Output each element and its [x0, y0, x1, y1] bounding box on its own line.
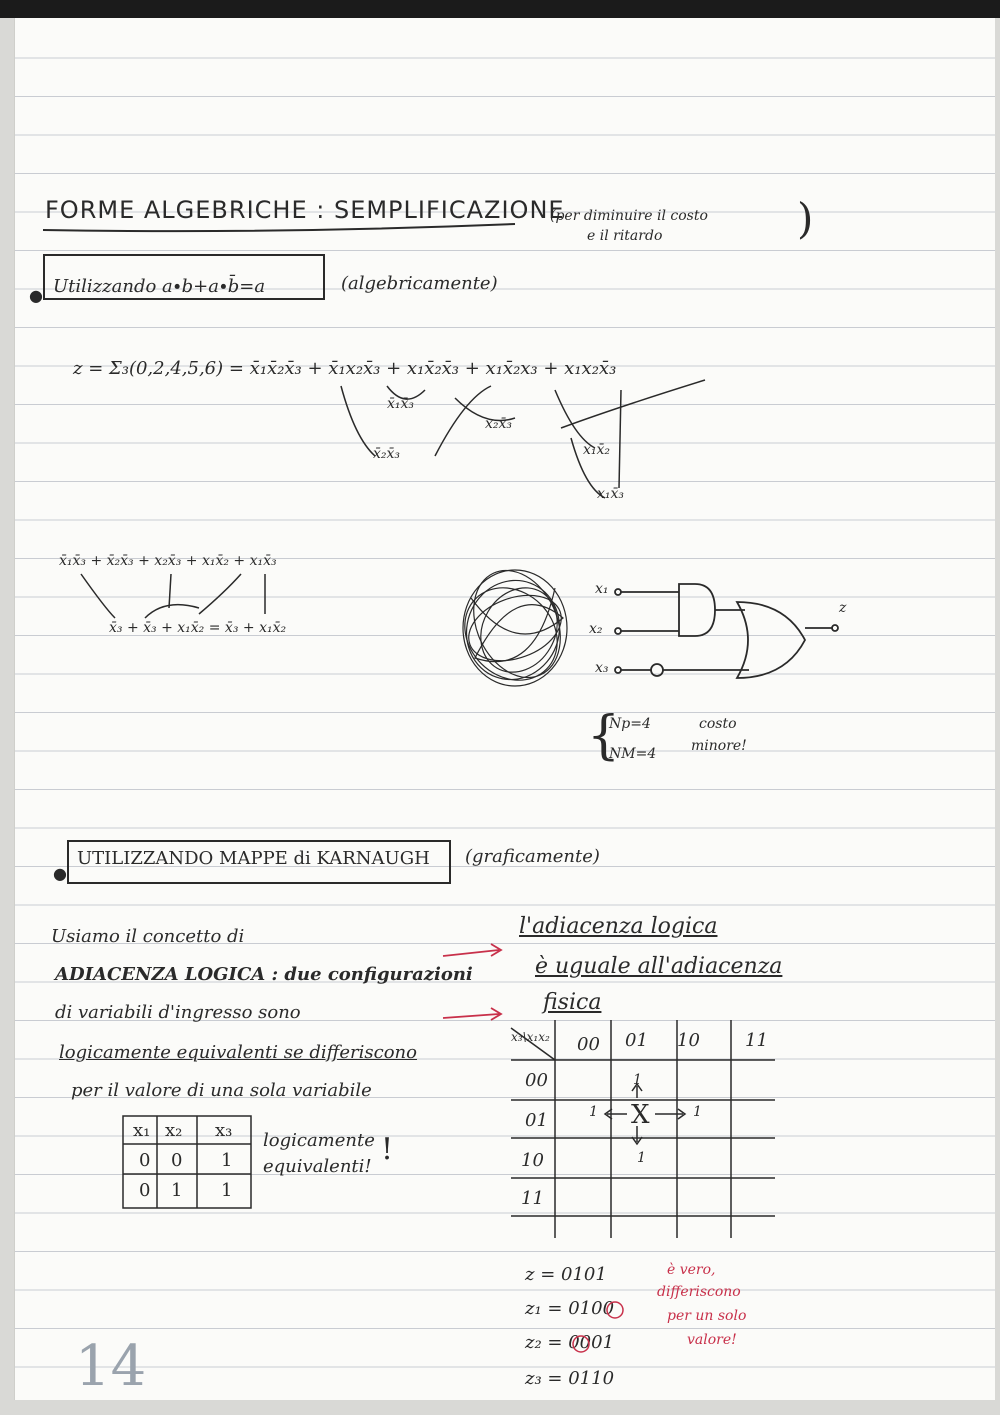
tt-r2-c3: 1	[221, 1180, 233, 1201]
reduction-line2: x̄₃ + x̄₃ + x₁x̄₂ = x̄₃ + x₁x̄₂	[109, 620, 287, 636]
heading-note-close: )	[797, 194, 814, 243]
section2-label: UTILIZZANDO MAPPE di KARNAUGH	[77, 848, 430, 869]
kmap-neighbor-down: 1	[637, 1150, 646, 1166]
page-heading: FORME ALGEBRICHE : SEMPLIFICAZIONE	[45, 196, 565, 224]
group-arc-6	[561, 380, 705, 428]
circuit-input-x1: x₁	[595, 581, 609, 597]
or-gate	[737, 602, 805, 678]
kmap-row-11: 11	[521, 1188, 544, 1209]
adjacency-note-1: l'adiacenza logica	[519, 914, 718, 939]
code-z2: z₂ = 0001	[525, 1332, 615, 1353]
scan-top-band	[0, 0, 1000, 18]
reduce-arc-1	[81, 574, 115, 618]
tt-r1-c1: 0	[139, 1150, 151, 1171]
tt-note-2: equivalenti!	[263, 1156, 372, 1177]
section1-method: (algebricamente)	[341, 273, 498, 294]
adjacency-note-3: fisica	[543, 990, 602, 1015]
adjacency-note-2: è uguale all'adiacenza	[535, 954, 783, 979]
group-arc-3	[435, 386, 491, 456]
kmap-corner: x₃\x₁x₂	[511, 1030, 550, 1044]
cost-note-2: minore!	[691, 738, 747, 754]
heading-note-line2: e il ritardo	[587, 228, 663, 244]
kmap-col-00: 00	[577, 1034, 600, 1055]
group-5: x₁x̄₃	[597, 486, 625, 502]
group-3: x̄₂x̄₃	[373, 446, 401, 462]
definition-line-1: Usiamo il concetto di	[51, 926, 245, 947]
heading-note-line1: (per diminuire il costo	[550, 208, 708, 224]
red-note-4: valore!	[687, 1332, 737, 1348]
reduction-line1: x̄₁x̄₃ + x̄₂x̄₃ + x₂x̄₃ + x₁x̄₂ + x₁x̄₃	[59, 553, 277, 569]
cost-nm: NM=4	[609, 746, 657, 762]
truth-table-grid	[123, 1116, 251, 1208]
circuit-input-x2: x₂	[589, 621, 603, 637]
group-arc-1	[341, 386, 375, 456]
kmap-neighbor-up: 1	[633, 1072, 642, 1088]
heading-underline	[43, 224, 515, 231]
code-z1: z₁ = 0100	[525, 1298, 615, 1319]
page-number: 14	[75, 1334, 147, 1399]
input-node-x2	[615, 628, 621, 634]
code-z: z = 0101	[525, 1264, 607, 1285]
red-note-3: per un solo	[667, 1308, 747, 1324]
tt-note-1: logicamente	[263, 1130, 375, 1151]
red-circles	[573, 1302, 623, 1352]
reduce-arc-4	[199, 574, 241, 614]
scribble	[446, 556, 577, 699]
not-bubble	[651, 664, 663, 676]
cost-np: Np=4	[609, 716, 651, 732]
group-2: x₂x̄₃	[485, 416, 513, 432]
definition-line-4: logicamente equivalenti se differiscono	[59, 1042, 417, 1063]
red-arrows	[443, 944, 501, 1020]
bullet-2: ●	[53, 864, 67, 883]
input-node-x3	[615, 667, 621, 673]
tt-header-x2: x₂	[165, 1120, 183, 1141]
definition-line-2: ADIACENZA LOGICA : due configurazioni	[55, 964, 473, 985]
kmap-col-01: 01	[625, 1030, 648, 1051]
reduce-arc-3	[169, 574, 171, 608]
cost-brace: {	[587, 706, 621, 766]
and-gate	[679, 584, 715, 636]
input-node-x1	[615, 589, 621, 595]
kmap-row-10: 10	[521, 1150, 544, 1171]
tt-header-x1: x₁	[133, 1120, 151, 1141]
drawing-layer	[15, 18, 995, 1400]
group-4: x₁x̄₂	[583, 442, 611, 458]
notebook-page	[14, 18, 995, 1400]
circuit-diagram	[615, 584, 838, 678]
kmap-neighbor-left: 1	[589, 1104, 598, 1120]
kmap-grid	[511, 1020, 775, 1238]
section1-equation: z = Σ₃(0,2,4,5,6) = x̄₁x̄₂x̄₃ + x̄₁x₂x̄₃ + x₁x̄₂x̄₃ + x₁x̄₂x₃ + x₁x₂x̄₃	[73, 358, 617, 379]
tt-r1-c2: 0	[171, 1150, 183, 1171]
definition-line-3: di variabili d'ingresso sono	[55, 1002, 301, 1023]
kmap-center-mark: X	[631, 1100, 650, 1130]
kmap-neighbor-right: 1	[693, 1104, 702, 1120]
group-arc-8	[619, 390, 621, 488]
section2-method: (graficamente)	[465, 846, 600, 867]
tt-exclamation: !	[381, 1132, 394, 1167]
group-arc-7	[571, 438, 605, 498]
red-note-2: differiscono	[657, 1284, 741, 1300]
bullet-1: ●	[29, 286, 43, 305]
circuit-input-x3: x₃	[595, 660, 609, 676]
tt-r2-c2: 1	[171, 1180, 183, 1201]
kmap-row-00: 00	[525, 1070, 548, 1091]
circuit-output-z: z	[839, 600, 847, 616]
group-arc-5	[555, 390, 595, 448]
kmap-col-11: 11	[745, 1030, 768, 1051]
cost-note-1: costo	[699, 716, 737, 732]
tt-r2-c1: 0	[139, 1180, 151, 1201]
kmap-col-10: 10	[677, 1030, 700, 1051]
group-arc-2	[387, 386, 425, 399]
group-1: x̄₁x̄₃	[387, 396, 415, 412]
kmap-row-01: 01	[525, 1110, 548, 1131]
tt-r1-c3: 1	[221, 1150, 233, 1171]
definition-line-5: per il valore di una sola variabile	[71, 1080, 372, 1101]
red-note-1: è vero,	[667, 1262, 716, 1278]
tt-header-x3: x₃	[215, 1120, 233, 1141]
code-z3: z₃ = 0110	[525, 1368, 615, 1389]
reduce-arc-2	[145, 605, 199, 618]
section1-label: Utilizzando a∙b+a∙b̄=a	[53, 276, 266, 297]
